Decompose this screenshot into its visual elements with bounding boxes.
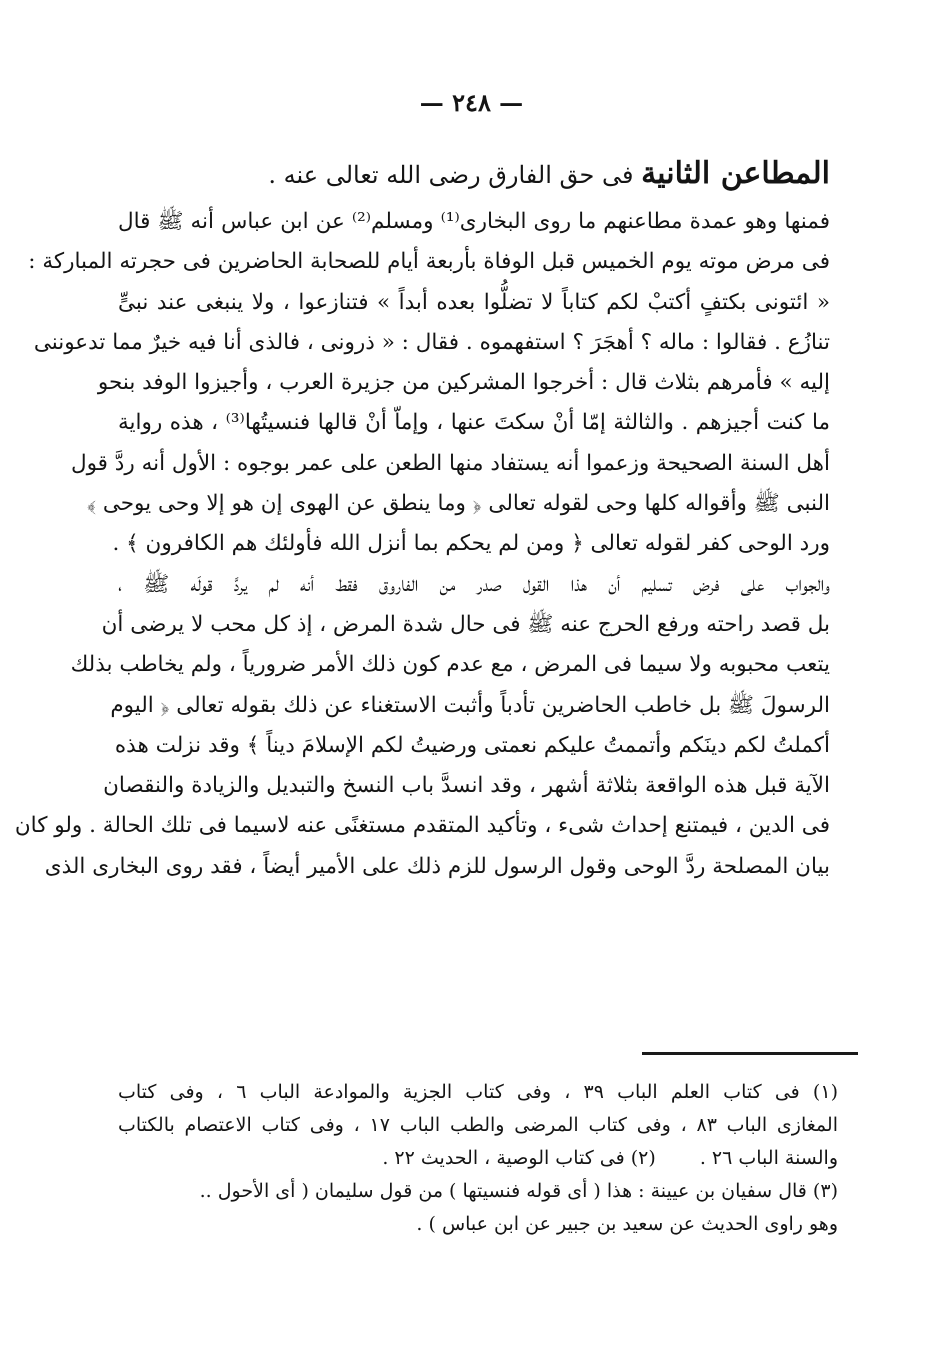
footnote-line: وهو راوى الحديث عن سعيد بن جبير عن ابن عباس ) . xyxy=(416,1213,838,1235)
text-line: تنازُع . فقالوا : ماله ؟ أهجَرَ ؟ استفهموه . فقال : « ذرونى ، فالذى أنا فيه خيرٌ مما تدعوننى xyxy=(33,329,830,355)
text-line: والجواب على فرض تسليم أن هذا القول صدر من الفاروق فقط أنه لم يردَّ قولَه ﷺ ، xyxy=(118,571,830,597)
text-line: الآية قبل هذه الواقعة بثلاثة أشهر ، وقد انسدَّ باب النسخ والتبديل والزيادة والنقصان xyxy=(103,773,830,799)
footnote-2: (٢) فى كتاب الوصية ، الحديث ٢٢ . xyxy=(382,1147,656,1169)
text-line: النبى ﷺ وأقواله كلها وحى لقوله تعالى ﴿ وما ينطق عن الهوى إن هو إلا وحى يوحى ﴾ xyxy=(87,491,830,517)
section-heading xyxy=(118,152,830,196)
section-heading-rest: فى حق الفارق رضى الله تعالى عنه . xyxy=(268,161,642,189)
footnote-line: (١) فى كتاب العلم الباب ٣٩ ، وفى كتاب الجزية والموادعة الباب ٦ ، وفى كتاب xyxy=(118,1081,838,1103)
main-text xyxy=(14,152,831,887)
text-line: « ائتونى بكتفٍ أكتبْ لكم كتاباً لا تضلُّوا بعده أبداً » فتنازعوا ، ولا ينبغى عند نبىٍّ xyxy=(118,289,830,315)
text-line: أكملتُ لكم دينَكم وأتممتُ عليكم نعمتى ورضيتُ لكم الإسلامَ ديناً ﴾ وقد نزلت هذه xyxy=(114,732,830,758)
text-line: ما كنت أجيزهم . والثالثة إمّا أنْ سكتَ عنها ، وإماّ أنْ قالها فنسيتُها⁽³⁾ ، هذه رواية xyxy=(118,410,831,436)
text-line: فى مرض موته يوم الخميس قبل الوفاة بأربعة أيام للصحابة الحاضرين فى حجرته المباركة : xyxy=(28,249,830,275)
text-line: فى الدين ، فيمتنع إحداث شىء ، وتأكيد المتقدم مستغنًى عنه لاسيما فى تلك الحالة . ولو كان xyxy=(14,813,830,839)
footnote-line: (٣) قال سفيان بن عيينة : هذا ( أى قوله فنسيتها ) من قول سليمان ( أى الأحول .. xyxy=(199,1180,838,1202)
text-line: الرسولَ ﷺ بل خاطب الحاضرين تأدباً وأثبت الاستغناء عن ذلك بقوله تعالى ﴿ اليوم xyxy=(110,692,830,718)
section-heading-bold: المطاعن الثانية xyxy=(641,156,830,191)
text-line: ورد الوحى كفر لقوله تعالى ﴿ ومن لم يحكم بما أنزل الله فأولئك هم الكافرون ﴾ . xyxy=(112,531,830,557)
text-line: إليه » فأمرهم بثلاث قال : أخرجوا المشركين من جزيرة العرب ، وأجيزوا الوفد بنحو xyxy=(97,370,830,396)
text-line: بيان المصلحة ردَّ الوحى وقول الرسول للزم ذلك على الأمير أيضاً ، فقد روى البخارى الذى xyxy=(44,853,830,879)
page-number: — ٢٤٨ — xyxy=(419,88,524,117)
text-line: بل قصد راحته ورفع الحرج عنه ﷺ فى حال شدة المرض ، إذ كل محب لا يرضى أن xyxy=(101,611,830,637)
text-line: أهل السنة الصحيحة وزعموا أنه يستفاد منها الطعن على عمر بوجوه : الأول أنه ردَّ قول xyxy=(70,450,830,476)
footnotes xyxy=(118,1076,838,1241)
footnote-line: المغازى الباب ٨٣ ، وفى كتاب المرضى والطب الباب ١٧ ، وفى كتاب الاعتصام بالكتاب xyxy=(118,1114,838,1136)
footnote-line xyxy=(118,1142,838,1175)
footnote-1-end: والسنة الباب ٢٦ . xyxy=(699,1147,838,1169)
text-line: فمنها وهو عمدة مطاعنهم ما روى البخارى⁽¹⁾ ومسلم⁽²⁾ عن ابن عباس أنه ﷺ قال xyxy=(118,209,830,234)
text-line: يتعب محبوبه ولا سيما فى المرض ، مع عدم كون ذلك الأمر ضرورياً ، ولم يخاطب بذلك xyxy=(70,652,830,678)
footnote-separator xyxy=(642,1052,858,1055)
